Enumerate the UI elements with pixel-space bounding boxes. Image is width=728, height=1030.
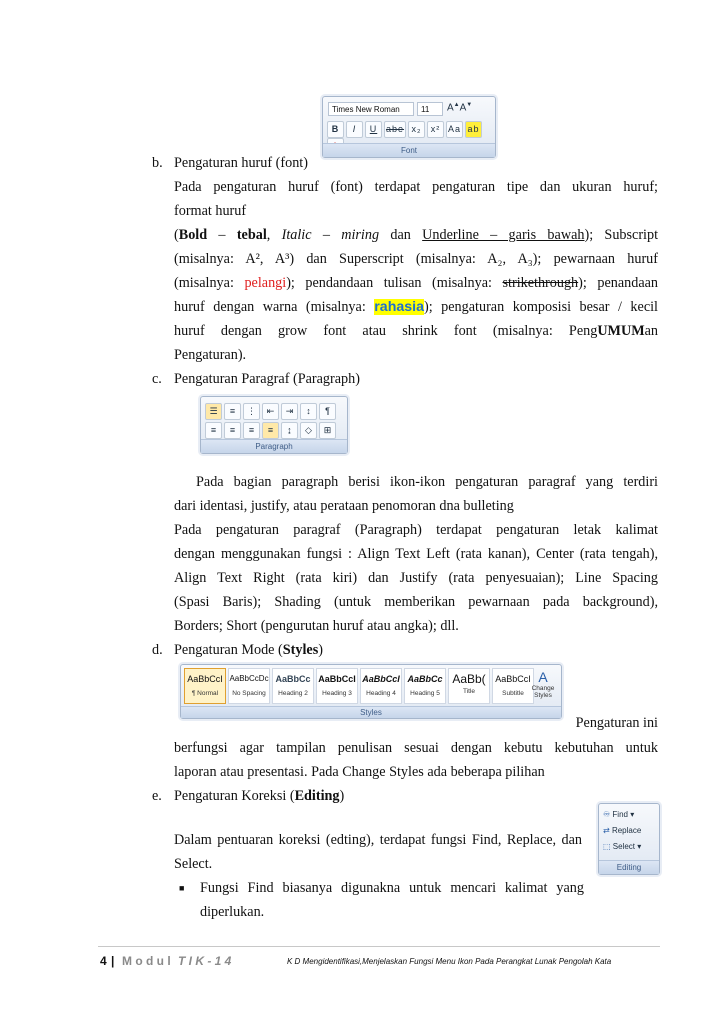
text-fragment: , (266, 227, 282, 243)
section-c-line4: dengan menggunakan fungsi : Align Text Left (rata kanan), Center (rata tengah), (174, 546, 658, 562)
style-name: No Spacing (232, 690, 266, 697)
section-e-bullet: Fungsi Find biasanya digunakna untuk mencari kalimat yang (200, 880, 584, 896)
sort-icon: ↕ (300, 403, 317, 420)
strikethrough-example: strikethrough (502, 275, 579, 291)
section-e-line1: Dalam pentuaran koreksi (edting), terdapat fungsi Find, Replace, dan (174, 832, 582, 848)
section-d-line0: Pengaturan ini (575, 715, 658, 731)
highlight-icon: ab (465, 121, 482, 138)
section-b-line2: format huruf (174, 203, 247, 219)
section-b-line1: Pada pengaturan huruf (font) terdapat pengaturan tipe dan ukuran huruf; (174, 179, 658, 195)
select-item: ⬚ Select ▾ (603, 842, 642, 851)
style-preview: AaBbCcDc (229, 674, 269, 683)
font-size-box: 11 (417, 102, 443, 116)
style-preview: AaBbCc (275, 674, 311, 684)
find-label: Find (612, 810, 628, 819)
replace-icon: ⇄ (603, 826, 610, 835)
editing-word: Editing (294, 788, 340, 804)
align-right-icon: ≡ (243, 422, 260, 439)
line-spacing-icon: ↨ (281, 422, 298, 439)
borders-icon: ⊞ (319, 422, 336, 439)
section-b-line7 (174, 321, 658, 341)
numbering-icon: ≡ (224, 403, 241, 420)
styles-group-label: Styles (181, 706, 561, 718)
binoculars-icon: ♾ (603, 810, 611, 819)
section-c-line3: Pada pengaturan paragraf (Paragraph) terdapat pengaturan letak kalimat (174, 522, 658, 538)
style-name: Heading 4 (366, 690, 396, 697)
underline-icon: U (365, 121, 382, 138)
find-item: ♾ Find ▾ (603, 810, 635, 819)
section-e-bullet2: diperlukan. (200, 904, 265, 920)
footer-modul: M o d u l (122, 954, 171, 968)
align-left-icon: ≡ (205, 422, 222, 439)
paragraph-row2 (205, 421, 338, 439)
section-b-line8: Pengaturan). (174, 347, 247, 363)
text-fragment: dan (379, 227, 423, 243)
section-b-line3: (Bold – tebal, Italic – miring dan Underline – garis bawah); Subscript (174, 227, 659, 243)
section-d-line1: berfungsi agar tampilan penulisan sesuai dengan kebutu kebutuhan untuk (174, 740, 658, 756)
underline-example: Underline – garis bawah (422, 227, 585, 243)
text-fragment: an (644, 323, 658, 339)
style-heading-2 (272, 668, 314, 704)
style-name: Heading 5 (410, 690, 440, 697)
bullets-icon: ☰ (205, 403, 222, 420)
italic-icon: I (346, 121, 363, 138)
justify-icon: ≡ (262, 422, 279, 439)
bold-example: Bold (178, 227, 208, 243)
style-preview: AaBbCcI (362, 674, 400, 684)
paragraph-row1 (205, 402, 338, 420)
style-subtitle (492, 668, 534, 704)
bullet-square-icon: ■ (179, 883, 185, 893)
style-preview: AaBbCcI (495, 674, 531, 684)
section-d-title (174, 640, 658, 660)
superscript-icon: x² (427, 121, 444, 138)
section-d-label: d. (152, 642, 163, 658)
replace-item (603, 826, 641, 835)
section-b-line6 (174, 297, 658, 317)
paragraph-ribbon-image (200, 396, 348, 454)
strikethrough-icon: abe (384, 121, 406, 138)
text-fragment: huruf dengan warna (misalnya: (174, 299, 375, 315)
style-normal (184, 668, 226, 704)
styles-gallery (184, 668, 536, 704)
text-fragment: ); penandaan (578, 275, 659, 291)
footer-kd: K D Mengidentifikasi,Menjelaskan Fungsi Menu Ikon Pada Perangkat Lunak Pengolah Kata (287, 957, 612, 966)
text-fragment: ); Subscript (584, 227, 659, 243)
multilevel-icon: ⋮ (243, 403, 260, 420)
font-name-box: Times New Roman (328, 102, 414, 116)
footer-rule (98, 946, 660, 947)
style-no-spacing (228, 668, 270, 704)
style-preview: AaBbCcI (187, 674, 223, 684)
rahasia-example: rahasia (374, 299, 424, 315)
italic-example: Italic – miring (281, 227, 380, 243)
style-name: Title (462, 688, 476, 695)
text-fragment: Pengaturan Mode ( (174, 642, 283, 658)
decrease-indent-icon: ⇤ (262, 403, 279, 420)
grow-shrink-icon: A▲A▼ (447, 102, 473, 114)
section-c-title: Pengaturan Paragraf (Paragraph) (174, 371, 360, 387)
section-b-line4: (misalnya: A², A³) dan Superscript (misalnya: A₂, A₃); pewarnaan huruf (174, 251, 658, 267)
style-name: Subtitle (502, 690, 524, 697)
subscript-icon: x₂ (408, 121, 425, 138)
style-heading-5 (404, 668, 446, 704)
font-group-label: Font (323, 143, 495, 157)
text-fragment: ) (318, 642, 323, 658)
style-preview: AaBb( (452, 672, 486, 686)
align-center-icon: ≡ (224, 422, 241, 439)
change-case-icon: Aa (446, 121, 463, 138)
footer (98, 954, 668, 970)
text-fragment: ) (339, 788, 345, 804)
section-b-title: Pengaturan huruf (font) (174, 155, 308, 171)
section-c-line6: (Spasi Baris); Shading (untuk memberikan pewarnaan pada background), (174, 594, 658, 610)
section-e-label: e. (152, 788, 162, 804)
replace-label: Replace (611, 826, 642, 835)
style-preview: AaBbCc (407, 674, 443, 684)
text-fragment: – (207, 227, 237, 243)
change-styles-button (529, 669, 557, 699)
section-e-line2: Select. (174, 856, 213, 872)
font-ribbon-image (322, 96, 496, 158)
styles-word: Styles (282, 642, 319, 658)
text-fragment: Pengaturan Koreksi ( (174, 788, 295, 804)
umum-example: UMUM (597, 323, 645, 339)
section-c-line5: Align Text Right (rata kiri) dan Justify (rata penyesuaian); Line Spacing (174, 570, 658, 586)
section-e-title (174, 786, 658, 806)
section-c-line1: Pada bagian paragraph berisi ikon-ikon pengaturan paragraf yang terdiri (196, 474, 658, 490)
style-name: Heading 2 (278, 690, 308, 697)
section-c-line2: dari identasi, justify, atau perataan penomoran dna bulleting (174, 498, 514, 514)
shading-icon: ◇ (300, 422, 317, 439)
paragraph-group-label: Paragraph (201, 439, 347, 453)
style-name: Heading 3 (322, 690, 352, 697)
editing-group-label: Editing (599, 860, 659, 874)
section-c-label: c. (152, 371, 162, 387)
bold-icon: B (327, 121, 344, 138)
increase-indent-icon: ⇥ (281, 403, 298, 420)
style-heading-3 (316, 668, 358, 704)
style-title (448, 668, 490, 704)
section-c-line7: Borders; Short (pengurutan huruf atau angka); dll. (174, 618, 459, 634)
section-b-label: b. (152, 155, 163, 171)
style-heading-4 (360, 668, 402, 704)
text-fragment: (misalnya: (174, 275, 245, 291)
tebal-example: tebal (236, 227, 267, 243)
page-number: 4 (100, 954, 107, 968)
text-fragment: ); pengaturan komposisi besar / kecil (423, 299, 658, 315)
select-label: Select (612, 842, 636, 851)
footer-separator: | (111, 954, 115, 968)
style-name: ¶ Normal (191, 690, 219, 697)
pilcrow-icon: ¶ (319, 403, 336, 420)
text-fragment: huruf dengan grow font atau shrink font (misalnya: Peng (174, 323, 598, 339)
section-b-line5 (174, 273, 658, 293)
select-icon: ⬚ (603, 842, 611, 851)
style-preview: AaBbCcI (318, 674, 356, 684)
section-d-line2: laporan atau presentasi. Pada Change Styles ada beberapa pilihan (174, 764, 545, 780)
styles-ribbon-image (180, 664, 562, 719)
change-styles-label: Change Styles (531, 685, 555, 699)
text-fragment: ); pendandaan tulisan (misalnya: (286, 275, 503, 291)
footer-tik: T I K - 1 4 (178, 954, 232, 968)
pelangi-example: pelangi (244, 275, 287, 291)
change-styles-icon: A (538, 669, 548, 685)
